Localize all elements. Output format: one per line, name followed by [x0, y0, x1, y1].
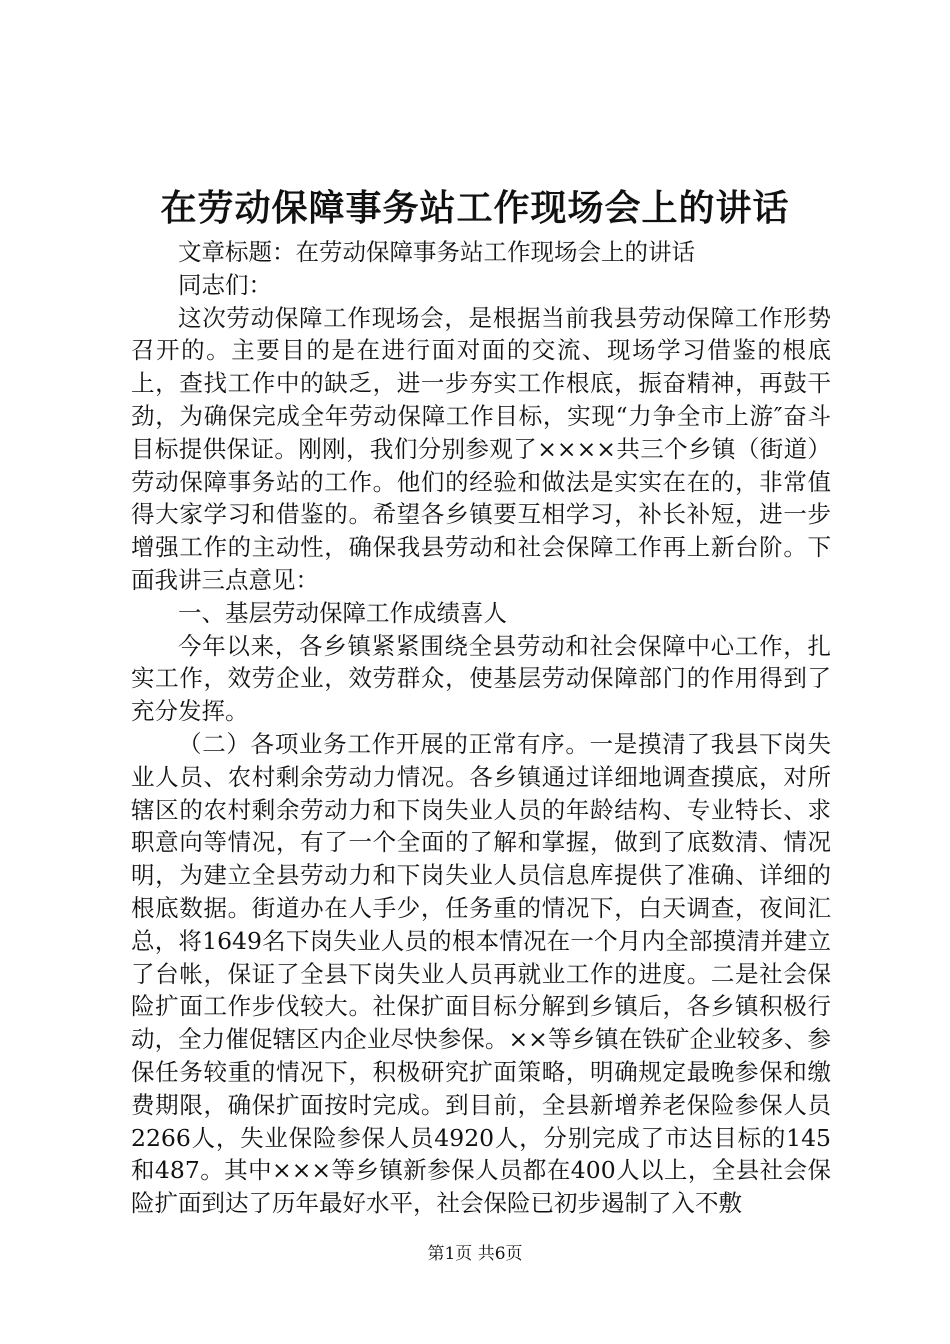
section-heading: 一、基层劳动保障工作成绩喜人 — [178, 598, 507, 627]
salutation: 同志们： — [178, 270, 272, 299]
page-footer: 第1页 共6页 — [427, 1244, 523, 1264]
paragraph: 这次劳动保障工作现场会，是根据当前我县劳动保障工作形势召开的。主要目的是在进行面对面的交流、现场学习借鉴的根底上，查找工作中的缺乏，进一步夯实工作根底，振奋精神，再鼓干劲，为确保完成全年劳动保障工作目标，实现“力争全市上游″奋斗目标提供保证。刚刚，我们分别参观了××××共三个乡镇（街道）劳动保障事务站的工作。他们的经验和做法是实实在在的，非常值得大家学习和借鉴的。希望各乡镇要互相学习，补长补短，进一步增强工作的主动性，确保我县劳动和社会保障工作再上新台阶。下面我讲三点意见： — [131, 303, 831, 594]
article-title-line: 文章标题：在劳动保障事务站工作现场会上的讲话 — [178, 238, 695, 266]
document-body — [131, 236, 831, 1220]
paragraph: （二）各项业务工作开展的正常有序。一是摸清了我县下岗失业人员、农村剩余劳动力情况。各乡镇通过详细地调查摸底，对所辖区的农村剩余劳动力和下岗失业人员的年龄结构、专业特长、求职意向等情况，有了一个全面的了解和掌握，做到了底数清、情况明，为建立全县劳动力和下岗失业人员信息库提供了准确、详细的根底数据。街道办在人手少，任务重的情况下，白天调查，夜间汇总，将1649名下岗失业人员的根本情况在一个月内全部摸清并建立了台帐，保证了全县下岗失业人员再就业工作的进度。二是社会保险扩面工作步伐较大。社保扩面目标分解到乡镇后，各乡镇积极行动，全力催促辖区内企业尽快参保。××等乡镇在铁矿企业较多、参保任务较重的情况下，积极研究扩面策略，明确规定最晚参保和缴费期限，确保扩面按时完成。到目前，全县新增养老保险参保人员2266人，失业保险参保人员4920人，分别完成了市达目标的145和487。其中×××等乡镇新参保人员都在400人以上，全县社会保险扩面到达了历年最好水平，社会保险已初步遏制了入不敷 — [131, 729, 831, 1218]
paragraph: 今年以来，各乡镇紧紧围绕全县劳动和社会保障中心工作，扎实工作，效劳企业，效劳群众，使基层劳动保障部门的作用得到了充分发挥。 — [131, 631, 831, 726]
document-title: 在劳动保障事务站工作现场会上的讲话 — [160, 187, 790, 229]
